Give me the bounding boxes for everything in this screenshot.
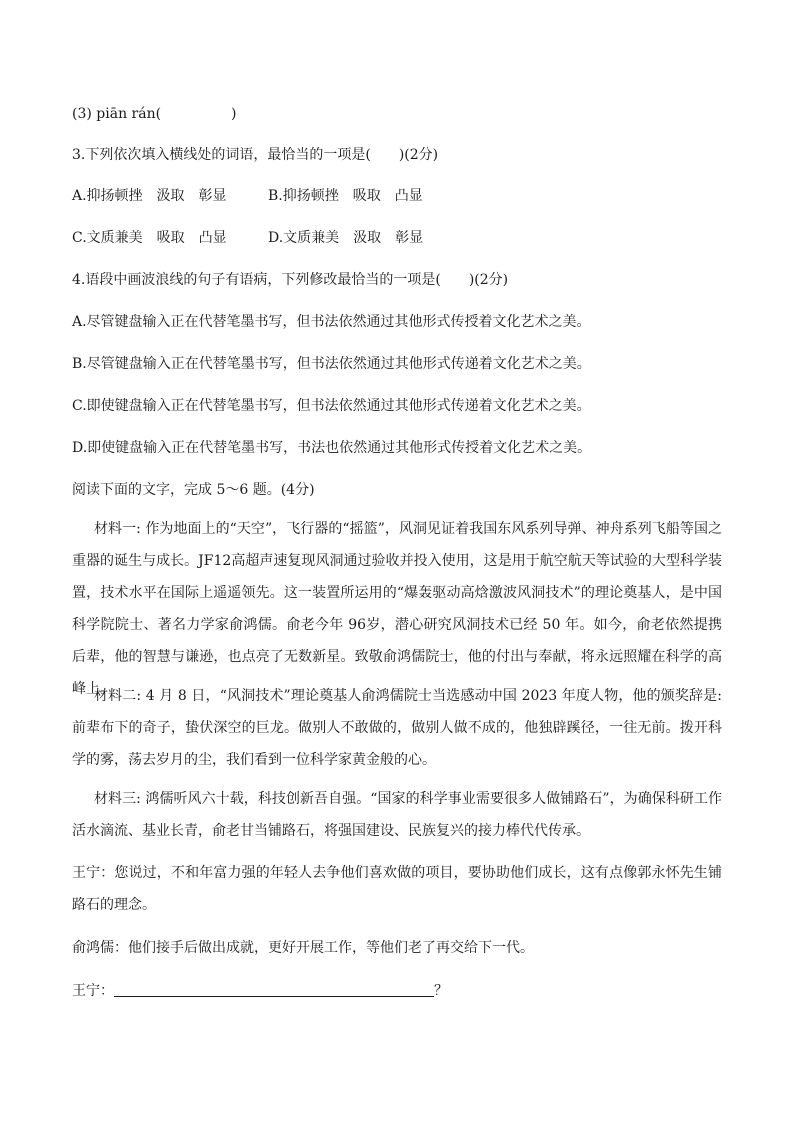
question-3-options-row-1: [72, 186, 423, 206]
material-2-paragraph: 材料二: 4 月 8 日，“风洞技术”理论奠基人俞鸿儒院士当选感动中国 2023 年度人物，他的颁奖辞是: 前辈布下的奇子，蛰伏深空的巨龙。做别人不敢做的，做别人做不成的，他独辟蹊径，一往无前。拨开科学的雾，荡去岁月的尘，我们看到一位科学家黄金般的心。: [72, 688, 722, 768]
reading-intro: 阅读下面的文字，完成 5～6 题。(4分): [72, 482, 315, 498]
dialogue-wangning-1: 王宁：您说过，不和年富力强的年轻人去争他们喜欢做的项目，要协助他们成长，这有点像郭永怀先生铺路石的理念。: [72, 865, 722, 913]
question-4-option-b[interactable]: B.尽管键盘输入正在代替笔墨书写，但书法依然通过其他形式传递着文化艺术之美。: [72, 356, 591, 372]
material-1-paragraph: 材料一: 作为地面上的“天空”，飞行器的“摇篮”，风洞见证着我国东风系列导弹、神舟系列飞船等国之重器的诞生与成长。JF12高超声速复现风洞通过验收并投入使用，这是用于航空航天等试验的大型科学装置，技术水平在国际上遥遥领先。这一装置所运用的“爆轰驱动高焓激波风洞技术”的理论奠基人，是中国科学院院士、著名力学家俞鸿儒。俞老今年 96岁，潜心研究风洞技术已经 50 年。如今，俞老依然提携后辈，他的智慧与谦逊，也点亮了无数新星。致敬俞鸿儒院士，他的付出与奉献，将永远照耀在科学的高峰上。: [72, 521, 722, 697]
question-3-option-c[interactable]: C.文质兼美 吸取 凸显: [72, 230, 227, 246]
question-3-stem: 3.下列依次填入横线处的词语，最恰当的一项是( )(2分): [72, 147, 439, 163]
dialogue-wangning-2-suffix: ？: [434, 983, 448, 999]
question-4-option-c[interactable]: C.即使键盘输入正在代替笔墨书写，但书法依然通过其他形式传递着文化艺术之美。: [72, 398, 591, 414]
question-3-option-d[interactable]: D.文质兼美 汲取 彰显: [268, 230, 424, 246]
answer-blank[interactable]: [114, 980, 434, 997]
question-3-option-b[interactable]: B.抑扬顿挫 吸取 凸显: [268, 188, 423, 204]
question-3-option-a[interactable]: A.抑扬顿挫 汲取 彰显: [72, 188, 227, 204]
question-3-options-row-2: [72, 228, 423, 248]
dialogue-yu: 俞鸿儒：他们接手后做出成就，更好开展工作，等他们老了再交给下一代。: [72, 940, 534, 956]
question-4-option-a[interactable]: A.尽管键盘输入正在代替笔墨书写，但书法依然通过其他形式传授着文化艺术之美。: [72, 314, 591, 330]
question-2-item-3: (3) piān rán( ): [72, 106, 237, 122]
question-4-option-d[interactable]: D.即使键盘输入正在代替笔墨书写，书法也依然通过其他形式传授着文化艺术之美。: [72, 440, 592, 456]
dialogue-wangning-2-prefix: 王宁：: [72, 983, 114, 999]
question-4-stem: 4.语段中画波浪线的句子有语病，下列修改最恰当的一项是( )(2分): [72, 272, 509, 288]
dialogue-wangning-2: [72, 980, 448, 1001]
material-3-paragraph: 材料三: 鸿儒听风六十载，科技创新吾自强。“国家的科学事业需要很多人做铺路石”，为确保科研工作活水滴流、基业长青，俞老甘当铺路石，将强国建设、民族复兴的接力棒代代传承。: [72, 791, 722, 839]
